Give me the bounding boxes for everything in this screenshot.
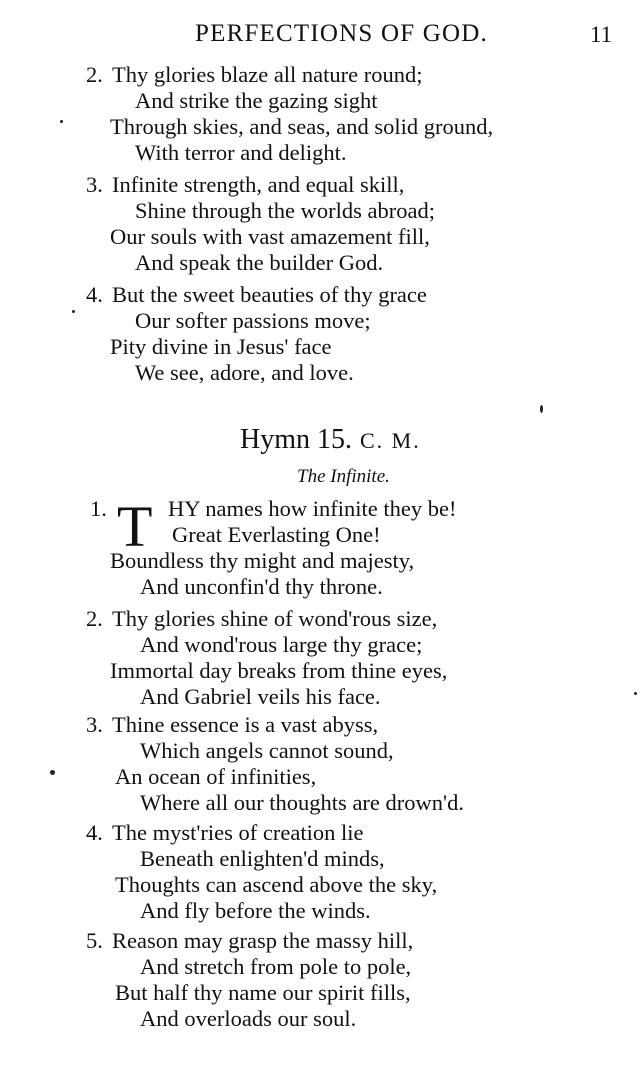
verse-line: Shine through the worlds abroad;	[135, 198, 435, 223]
verse-line: 2. Thy glories shine of wond'rous size,	[86, 606, 438, 631]
verse-line: With terror and delight.	[135, 140, 347, 165]
verse-line: Immortal day breaks from thine eyes,	[110, 658, 448, 683]
scan-speck	[634, 692, 637, 695]
verse-line: Pity divine in Jesus' face	[110, 334, 332, 359]
scan-speck	[60, 120, 63, 123]
stanza-number: 1.	[90, 496, 107, 521]
verse-line: And strike the gazing sight	[135, 88, 378, 113]
drop-cap-letter: T	[117, 494, 153, 559]
verse-line: And overloads our soul.	[140, 1006, 357, 1031]
verse-line: 5. Reason may grasp the massy hill,	[86, 928, 414, 953]
scan-speck	[72, 310, 75, 313]
verse-line: Through skies, and seas, and solid ground,	[110, 114, 494, 139]
verse-line: 3. Infinite strength, and equal skill,	[86, 172, 405, 197]
scan-speck	[50, 770, 55, 775]
verse-line: 3. Thine essence is a vast abyss,	[86, 712, 379, 737]
hymn-subtitle: The Infinite.	[297, 466, 390, 487]
running-title: PERFECTIONS OF GOD.	[195, 20, 488, 47]
verse-line: Beneath enlighten'd minds,	[140, 846, 385, 871]
hymn-title	[240, 424, 421, 456]
page-number: 11	[590, 22, 613, 47]
verse-line: Boundless thy might and majesty,	[110, 548, 415, 573]
hymn-meter: C. M.	[360, 428, 421, 453]
verse-line: And fly before the winds.	[140, 898, 371, 923]
hymn-number: Hymn 15.	[240, 424, 352, 455]
verse-line: HY names how infinite they be!	[168, 496, 457, 521]
verse-line: And wond'rous large thy grace;	[140, 632, 423, 657]
verse-line: Our softer passions move;	[135, 308, 371, 333]
verse-line: 2. Thy glories blaze all nature round;	[86, 62, 423, 87]
verse-line: And stretch from pole to pole,	[140, 954, 412, 979]
verse-line: But half thy name our spirit fills,	[115, 980, 411, 1005]
verse-line: An ocean of infinities,	[115, 764, 317, 789]
verse-line: 4. But the sweet beauties of thy grace	[86, 282, 427, 307]
verse-line: Which angels cannot sound,	[140, 738, 394, 763]
verse-line: Where all our thoughts are drown'd.	[140, 790, 464, 815]
verse-line: And speak the builder God.	[135, 250, 384, 275]
verse-line: 4. The myst'ries of creation lie	[86, 820, 364, 845]
scan-speck	[540, 405, 543, 413]
verse-line: And Gabriel veils his face.	[140, 684, 381, 709]
verse-line: We see, adore, and love.	[135, 360, 354, 385]
verse-line: And unconfin'd thy throne.	[140, 574, 383, 599]
verse-line: Great Everlasting One!	[172, 522, 381, 547]
verse-line: Our souls with vast amazement fill,	[110, 224, 430, 249]
verse-line: Thoughts can ascend above the sky,	[115, 872, 438, 897]
